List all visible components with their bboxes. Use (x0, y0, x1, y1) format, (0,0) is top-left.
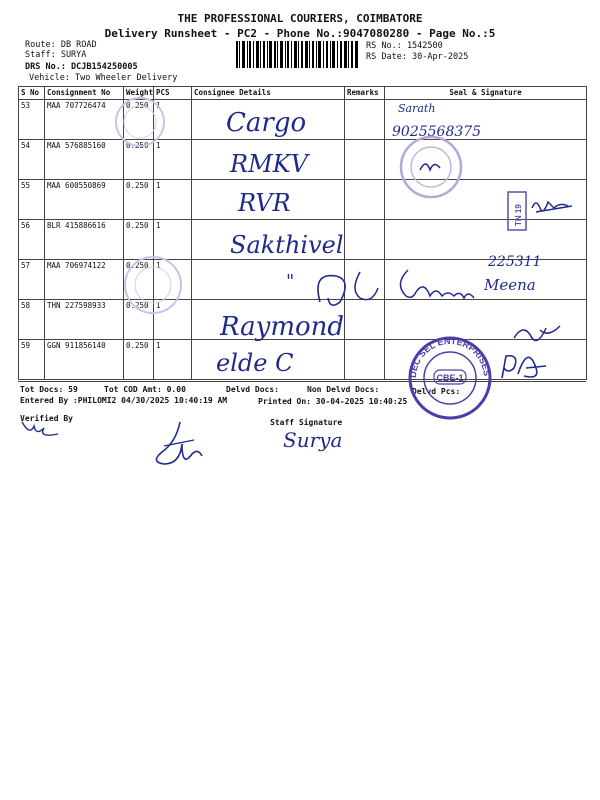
cell-weight: 0.250 (124, 140, 154, 180)
cell-consignment: MAA 707726474 (45, 100, 124, 140)
handwritten-staff-signature: Surya (283, 428, 343, 452)
cell-sno: 59 (19, 340, 45, 380)
cell-sno: 53 (19, 100, 45, 140)
handwritten-sign-name: Sarath (398, 102, 436, 115)
cell-sno: 58 (19, 300, 45, 340)
col-header: PCS (154, 87, 192, 100)
cell-pcs: 1 (154, 300, 192, 340)
cell-sno: 57 (19, 260, 45, 300)
cell-consignment: GGN 911856140 (45, 340, 124, 380)
cell-remarks (345, 140, 385, 180)
tn-stamp-image (486, 186, 586, 236)
table-header-row (19, 87, 587, 100)
handwritten-sign-phone: 9025568375 (392, 124, 482, 140)
cell-remarks (345, 220, 385, 260)
svg-text:DEC SEL ENTERPRISES: DEC SEL ENTERPRISES (407, 335, 493, 379)
faint-stamp-image (118, 250, 188, 320)
cell-consignment: MAA 600550869 (45, 180, 124, 220)
seal-stamp-image (396, 132, 466, 202)
handwritten-sign-number: 225311 (488, 254, 542, 270)
handwritten-consignee: RMKV (230, 150, 308, 178)
cell-consignment: BLR 415886616 (45, 220, 124, 260)
non-delivered-docs: Non Delvd Docs: (307, 385, 380, 394)
cell-weight: 0.250 (124, 100, 154, 140)
total-docs: Tot Docs: 59 (20, 385, 78, 394)
cell-weight: 0.250 (124, 220, 154, 260)
cell-pcs: 1 (154, 220, 192, 260)
cell-pcs: 1 (154, 100, 192, 140)
cell-pcs: 1 (154, 180, 192, 220)
verified-by-label: Verified By (20, 414, 73, 423)
rs-date: RS Date: 30-Apr-2025 (366, 52, 469, 62)
signature-image (510, 318, 570, 348)
svg-text:CBE-1: CBE-1 (436, 373, 464, 383)
signature-image (300, 262, 490, 312)
delivered-docs: Delvd Docs: (226, 385, 279, 394)
cell-weight: 0.250 (124, 340, 154, 380)
col-header: Consignment No (45, 87, 124, 100)
cell-sno: 55 (19, 180, 45, 220)
staff-signature-label: Staff Signature (270, 418, 343, 427)
verifier-signature-image (150, 418, 210, 478)
printed-on: Printed On: 30-04-2025 10:40:25 (258, 397, 408, 406)
verified-signature-image (18, 418, 58, 442)
col-header: Remarks (345, 87, 385, 100)
handwritten-consignee: elde C (216, 349, 294, 377)
cell-sno: 54 (19, 140, 45, 180)
entered-by: Entered By :PHILOMI2 04/30/2025 10:40:19 AM (20, 396, 228, 405)
cell-weight: 0.250 (124, 260, 154, 300)
faint-stamp-image (110, 92, 170, 152)
signature-image (496, 348, 556, 388)
col-header: S No (19, 87, 45, 100)
handwritten-sign-name: Meena (484, 276, 536, 294)
cell-consignment: MAA 576885160 (45, 140, 124, 180)
barcode-image (236, 41, 358, 68)
cell-consignment: THN 227598933 (45, 300, 124, 340)
handwritten-consignee: RVR (238, 189, 291, 217)
delivered-pcs: Delvd Pcs: (412, 387, 461, 396)
cell-remarks (345, 340, 385, 380)
runsheet-subtitle: Delivery Runsheet - PC2 - Phone No.:9047080280 - Page No.:5 (104, 27, 496, 40)
staff-label: Staff: SURYA (25, 50, 87, 60)
vehicle-label: Vehicle: Two Wheeler Delivery (29, 73, 178, 83)
col-header: Consignee Details (192, 87, 345, 100)
cell-consignment: MAA 706974122 (45, 260, 124, 300)
total-cod-amount: Tot COD Amt: 0.00 (104, 385, 186, 394)
svg-text:TN 19: TN 19 (514, 204, 523, 226)
cell-sno: 56 (19, 220, 45, 260)
col-header: Weight (124, 87, 154, 100)
cell-remarks (345, 180, 385, 220)
cell-weight: 0.250 (124, 300, 154, 340)
cell-pcs: 1 (154, 340, 192, 380)
cell-pcs: 1 (154, 140, 192, 180)
cell-weight: 0.250 (124, 180, 154, 220)
handwritten-consignee: Raymond (220, 312, 345, 342)
handwritten-consignee: Cargo (226, 108, 307, 138)
cell-pcs: 1 (154, 260, 192, 300)
route-label: Route: DB ROAD (25, 40, 97, 50)
cell-remarks (345, 100, 385, 140)
handwritten-consignee: Sakthivel (230, 231, 344, 259)
drs-number: DRS No.: DCJB154250005 (25, 62, 138, 72)
company-title: THE PROFESSIONAL COURIERS, COIMBATORE (177, 12, 423, 25)
handwritten-mark: " (286, 271, 295, 292)
col-header: Seal & Signature (385, 87, 587, 100)
rs-number: RS No.: 1542500 (366, 41, 443, 51)
enterprise-seal-image (402, 330, 498, 426)
